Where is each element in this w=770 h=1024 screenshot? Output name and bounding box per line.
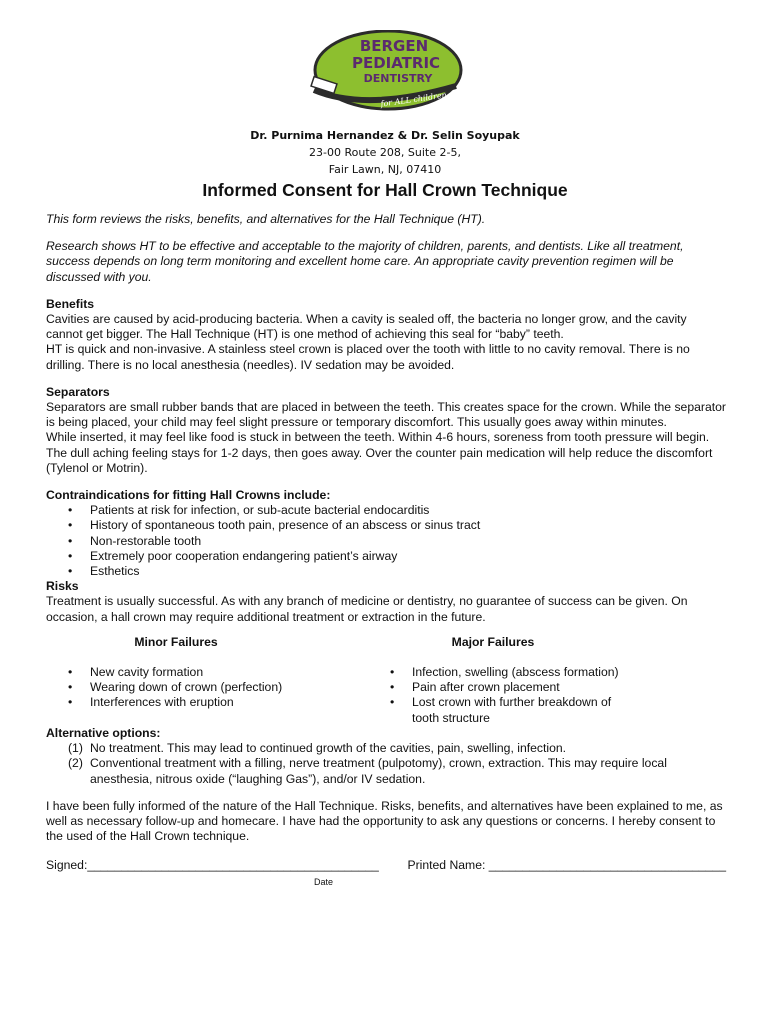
benefits-paragraph-2: HT is quick and non-invasive. A stainless steel crown is placed over the tooth with little to no cavity removal. There is no drilling. There is no local anesthesia (needles). IV sedation may be avoided. bbox=[46, 342, 690, 372]
date-label: Date bbox=[314, 876, 334, 887]
bergen-pediatric-dentistry-logo bbox=[306, 30, 466, 116]
minor-failures-heading: Minor Failures bbox=[134, 634, 218, 649]
list-item bbox=[46, 756, 726, 786]
failures-columns bbox=[46, 635, 726, 726]
page-title: Informed Consent for Hall Crown Technique bbox=[202, 180, 568, 200]
major-failures-column bbox=[368, 635, 698, 726]
address-line2: Fair Lawn, NJ, 07410 bbox=[328, 163, 442, 176]
logo-line2: PEDIATRIC bbox=[351, 54, 441, 72]
doctor-names: Dr. Purnima Hernandez & Dr. Selin Soyupak bbox=[250, 129, 520, 142]
practice-header bbox=[0, 127, 770, 178]
list-item: • Interferences with eruption bbox=[90, 695, 376, 710]
address-line1: 23-00 Route 208, Suite 2-5, bbox=[309, 146, 461, 159]
risks-heading: Risks bbox=[46, 579, 79, 594]
research-text: Research shows HT to be effective and acceptable to the majority of children, parents, and dentists. Like all treatment, success depends on long term monitoring and excellent home care. An appropriate cavity prevention regimen will be discussed with you. bbox=[46, 239, 684, 284]
risks-paragraph: Treatment is usually successful. As with any branch of medicine or dentistry, no guarantee of success can be given. On occasion, a hall crown may require additional treatment or extraction in the future. bbox=[46, 594, 688, 624]
alt-number: (2) bbox=[68, 756, 83, 771]
logo-line3: DENTISTRY bbox=[363, 72, 433, 85]
contraindications-heading: Contraindications for fitting Hall Crowns include: bbox=[46, 488, 331, 503]
minor-failures-column bbox=[46, 635, 376, 726]
printed-name-line[interactable]: Printed Name: ___________________________________ bbox=[407, 858, 726, 873]
list-item: • Infection, swelling (abscess formation) bbox=[412, 665, 698, 680]
benefits-paragraph-1: Cavities are caused by acid-producing bacteria. When a cavity is sealed off, the bacteria no longer grow, and the cavity cannot get bigger. The Hall Technique (HT) is one method of achieving this seal for “baby” teeth. bbox=[46, 312, 687, 342]
separators-paragraph-1: Separators are small rubber bands that are placed in between the teeth. This creates space for the crown. While the separator is being placed, your child may feel slight pressure or temporary discomfort. This usually goes away within minutes. bbox=[46, 400, 726, 430]
consent-body bbox=[46, 212, 726, 890]
separators-heading: Separators bbox=[46, 384, 110, 399]
alt-text: Conventional treatment with a filling, nerve treatment (pulpotomy), crown, extraction. This may require local anesthesia, nitrous oxide (“laughing Gas”), and/or IV sedation. bbox=[90, 756, 667, 786]
alt-text: No treatment. This may lead to continued growth of the cavities, pain, swelling, infection. bbox=[90, 741, 567, 756]
list-item: • History of spontaneous tooth pain, presence of an abscess or sinus tract bbox=[90, 518, 726, 533]
signed-line[interactable]: Signed:___________________________________________ bbox=[46, 858, 379, 873]
list-item: • Wearing down of crown (perfection) bbox=[90, 680, 376, 695]
alternatives-list bbox=[46, 741, 726, 787]
benefits-heading: Benefits bbox=[46, 296, 95, 311]
list-item: • Esthetics bbox=[90, 564, 726, 579]
intro-text: This form reviews the risks, benefits, and alternatives for the Hall Technique (HT). bbox=[46, 212, 486, 226]
logo-tagline: for ALL children bbox=[380, 90, 448, 109]
consent-statement: I have been fully informed of the nature of the Hall Technique. Risks, benefits, and alternatives have been explained to me, as well as necessary follow-up and homecare. I have had the opportunity to ask any questions or concerns. I hereby consent to the used of the Hall Crown technique. bbox=[46, 798, 723, 844]
list-item: • Extremely poor cooperation endangering patient’s airway bbox=[90, 549, 726, 564]
list-item: • Lost crown with further breakdown of tooth structure bbox=[412, 695, 632, 725]
signature-row bbox=[46, 858, 726, 873]
alt-number: (1) bbox=[68, 741, 83, 756]
alternatives-heading: Alternative options: bbox=[46, 725, 161, 740]
separators-paragraph-2: While inserted, it may feel like food is stuck in between the teeth. Within 4-6 hours, soreness from tooth pressure will begin. The dull aching feeling stays for 1-2 days, then goes away. Over the counter pain medication will help reduce the discomfort (Tylenol or Motrin). bbox=[46, 430, 713, 475]
contraindications-list bbox=[46, 503, 726, 579]
list-item: • Non-restorable tooth bbox=[90, 534, 726, 549]
logo-line1: BERGEN bbox=[359, 37, 429, 55]
major-failures-list bbox=[368, 665, 698, 726]
minor-failures-list bbox=[46, 665, 376, 711]
major-failures-heading: Major Failures bbox=[451, 634, 535, 649]
list-item: • Patients at risk for infection, or sub-acute bacterial endocarditis bbox=[90, 503, 726, 518]
list-item: • Pain after crown placement bbox=[412, 680, 698, 695]
list-item bbox=[46, 741, 726, 756]
list-item: • New cavity formation bbox=[90, 665, 376, 680]
